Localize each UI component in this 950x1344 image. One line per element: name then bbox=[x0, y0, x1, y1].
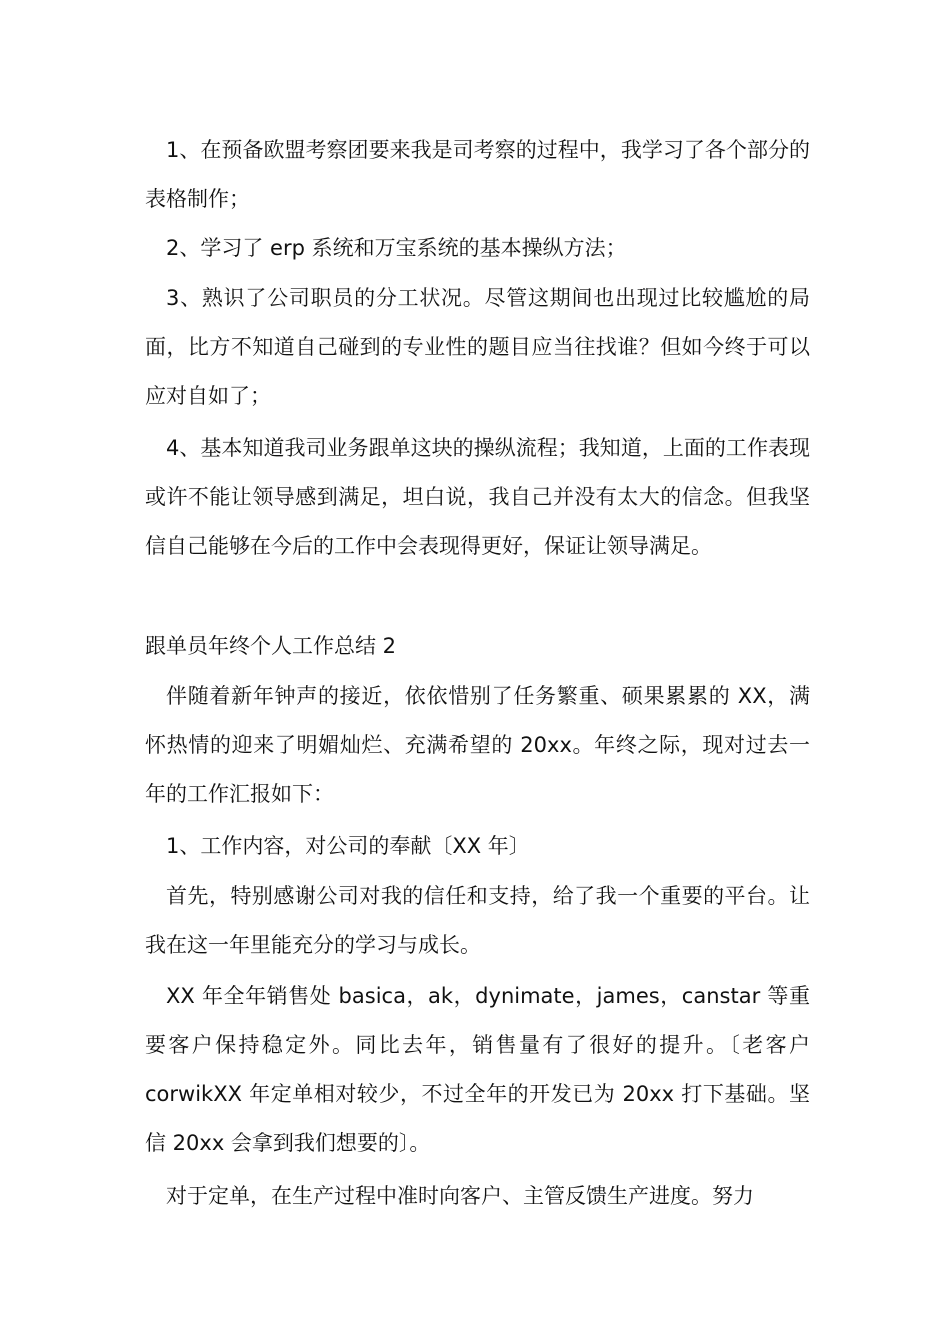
section-title: 跟单员年终个人工作总结 2 bbox=[145, 634, 397, 658]
section-paragraph-3: 首先，特别感谢公司对我的信任和支持，给了我一个重要的平台。让我在这一年里能充分的学习与成长。 bbox=[145, 884, 810, 957]
section-paragraph-5: 对于定单，在生产过程中准时向客户、主管反馈生产进度。努力 bbox=[166, 1184, 754, 1208]
paragraph-4: 4、基本知道我司业务跟单这块的操纵流程；我知道，上面的工作表现或许不能让领导感到满足，坦白说，我自己并没有太大的信念。但我坚信自己能够在今后的工作中会表现得更好，保证让领导满足。 bbox=[145, 436, 810, 558]
section-paragraph-1: 伴随着新年钟声的接近，依依惜别了任务繁重、硕果累累的 XX，满怀热情的迎来了明媚灿烂、充满希望的 20xx。年终之际，现对过去一年的工作汇报如下： bbox=[145, 684, 810, 806]
paragraph-2: 2、学习了 erp 系统和万宝系统的基本操纵方法； bbox=[166, 236, 627, 260]
section-paragraph-2: 1、工作内容，对公司的奉献〔XX 年〕 bbox=[166, 834, 530, 858]
paragraph-3: 3、熟识了公司职员的分工状况。尽管这期间也出现过比较尴尬的局面，比方不知道自己碰到的专业性的题目应当往找谁？但如今终于可以应对自如了； bbox=[145, 286, 810, 408]
paragraph-1: 1、在预备欧盟考察团要来我是司考察的过程中，我学习了各个部分的表格制作； bbox=[145, 138, 810, 211]
section-paragraph-4: XX 年全年销售处 basica，ak，dynimate，james，canstar 等重要客户保持稳定外。同比去年，销售量有了很好的提升。〔老客户 corwikXX 年定单相对较少，不过全年的开发已为 20xx 打下基础。坚信 20xx 会拿到我们想要的〕。 bbox=[145, 984, 810, 1155]
